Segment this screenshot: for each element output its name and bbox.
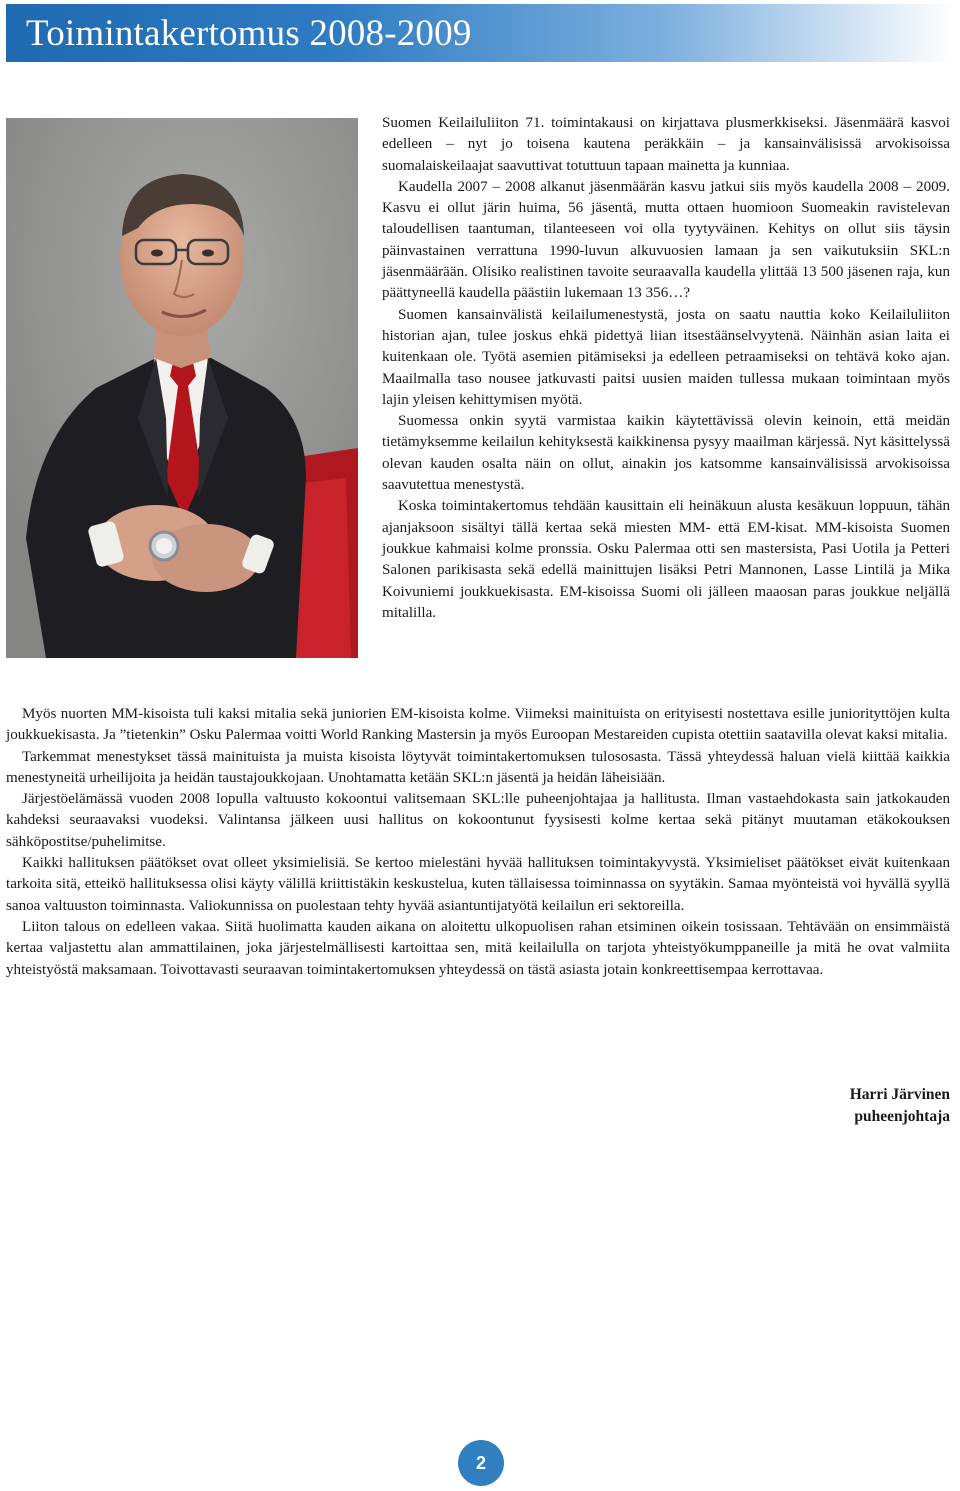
paragraph: Liiton talous on edelleen vakaa. Siitä huolimatta kauden aikana on aloitettu ulkopuolisen rahan etsiminen oikein tosissaan. Tehtävään on ensimmäistä kertaa valjastettu alan ammattilainen, joka järjestelmällisesti kartoittaa sen, mitä keilailulla on tarjota yhteistyökumppaneille ja mitä he ovat valmiita yhteistyöstä maksamaan. Toivottavasti seuraavan toimintakertomuksen yhteydessä on tästä asiasta jotain konkreettisempaa kerrottavaa. [6, 918, 950, 978]
page-title: Toimintakertomus 2008-2009 [26, 13, 472, 54]
page-number-badge: 2 [458, 1440, 504, 1486]
paragraph: Järjestöelämässä vuoden 2008 lopulla valtuusto kokoontui valitsemaan SKL:lle puheenjohtajaa ja hallitusta. Ilman vastaehdokasta sain jatkokauden kahdeksi seuraavaksi vuodeksi. Valintansa jälkeen uusi hallitus on kokoontunut fyysisesti kolme kertaa sekä pitänyt muutaman etäkokouksen sähköpostitse/puhelimitse. [6, 791, 950, 850]
paragraph: Kaikki hallituksen päätökset ovat olleet yksimielisiä. Se kertoo mielestäni hyvää hallituksen toimintakyvystä. Yksimieliset päätökset eivät kuitenkaan tarkoita sitä, etteikö hallituksessa olisi käyty välillä kriittistäkin keskustelua, kuten tällaisessa toiminnassa on syytäkin. Samaa myönteistä voi hyvällä syyllä sanoa valtuuston toiminnasta. Valiokunnissa on puolestaan tehty hyvää asiantuntijatyötä keilailun eri sektoreilla. [6, 855, 950, 914]
portrait-illustration [6, 118, 358, 658]
paragraph: Kaudella 2007 – 2008 alkanut jäsenmäärän kasvu jatkui siis myös kaudella 2008 – 2009. Kasvu ei ollut järin huima, 56 jäsentä, mutta ottaen huomioon Suomeakin ravistelevan taloudellisen taantuman, tilanteeseen voi olla tyytyväinen. Kehitys on ollut siis täysin päinvastainen verrattuna 1990-luvun alkuvuosien lamaan ja sen vaikutuksiin SKL:n jäsenmäärään. Olisiko realistinen tavoite seuraavalla kaudella ylittää 13 500 jäsenen raja, kun päättyneellä kaudella päästiin lukemaan 13 356…? [382, 178, 950, 302]
signature-block [850, 1084, 950, 1128]
paragraph: Tarkemmat menestykset tässä mainituista ja muista kisoista löytyvät toimintakertomuksen tulososasta. Tässä yhteydessä haluan vielä kiittää kaikkia menestyneitä urheilijoita ja heidän taustajoukkojaan. Unohtamatta ketään SKL:n jäsentä ja heidän läheisiään. [6, 748, 950, 786]
title-banner [6, 4, 954, 62]
chairman-portrait-photo [6, 118, 358, 658]
signature-role: puheenjohtaja [854, 1108, 950, 1125]
paragraph: Myös nuorten MM-kisoista tuli kaksi mitalia sekä juniorien EM-kisoista kolme. Viimeksi mainituista on erityisesti nostettava esille juniorityttöjen kulta joukkuekisasta. Ja ”tietenkin” Osku Palermaa voitti World Ranking Mastersin ja myös Euroopan Mestareiden cupista otettiin saatavilla olevat kaksi mitalia. [6, 706, 950, 744]
signature-name: Harri Järvinen [849, 1086, 950, 1103]
article-right-column [382, 113, 950, 624]
paragraph: Suomessa onkin syytä varmistaa kaikin käytettävissä olevin keinoin, että meidän tietämyksemme keilailun kehityksestä kaikkinensa pysyy maailman kärjessä. Nyt käsittelyssä olevan kauden osalta näin on ollut, ainakin jos katsomme kansainvälisissä arvokisoissa saavutettua menestystä. [382, 413, 950, 494]
paragraph: Koska toimintakertomus tehdään kausittain eli heinäkuun alusta kesäkuun loppuun, tähän ajanjaksoon sisältyi tällä kertaa sekä miesten MM- että EM-kisat. MM-kisoista Suomen joukkue kahmaisi kolme pronssia. Osku Palermaa otti sen mastersista, Pasi Uotila ja Petteri Salonen parikisasta sekä edellä mainittujen lisäksi Petri Mannonen, Lasse Lintilä ja Mika Koivuniemi joukkuekisasta. EM-kisoissa Suomi oli jälleen maaosan paras joukkue neljällä mitalilla. [382, 498, 950, 621]
article-full-width [6, 704, 950, 981]
paragraph: Suomen kansainvälistä keilailumenestystä, josta on saatu nauttia koko Keilailuliiton historian ajan, tulee joskus ehkä pidettyä liian itsestäänselvyytenä. Näinhän asian laita ei kuitenkaan ole. Työtä asemien pitämiseksi ja edelleen petraamiseksi on tehtävä koko ajan. Maailmalla taso nousee jatkuvasti paitsi uusien maiden tullessa mukaan toimintaan myös lajin yleisen kehittymisen myötä. [382, 306, 950, 408]
paragraph: Suomen Keilailuliiton 71. toimintakausi on kirjattava plusmerkkiseksi. Jäsenmäärä kasvoi edelleen – nyt jo toisena kautena peräkkäin – ja kansainvälisissä arvokisoissa suomalaiskeilaajat saavuttivat totuttuun tapaan mainetta ja kunniaa. [382, 115, 950, 174]
